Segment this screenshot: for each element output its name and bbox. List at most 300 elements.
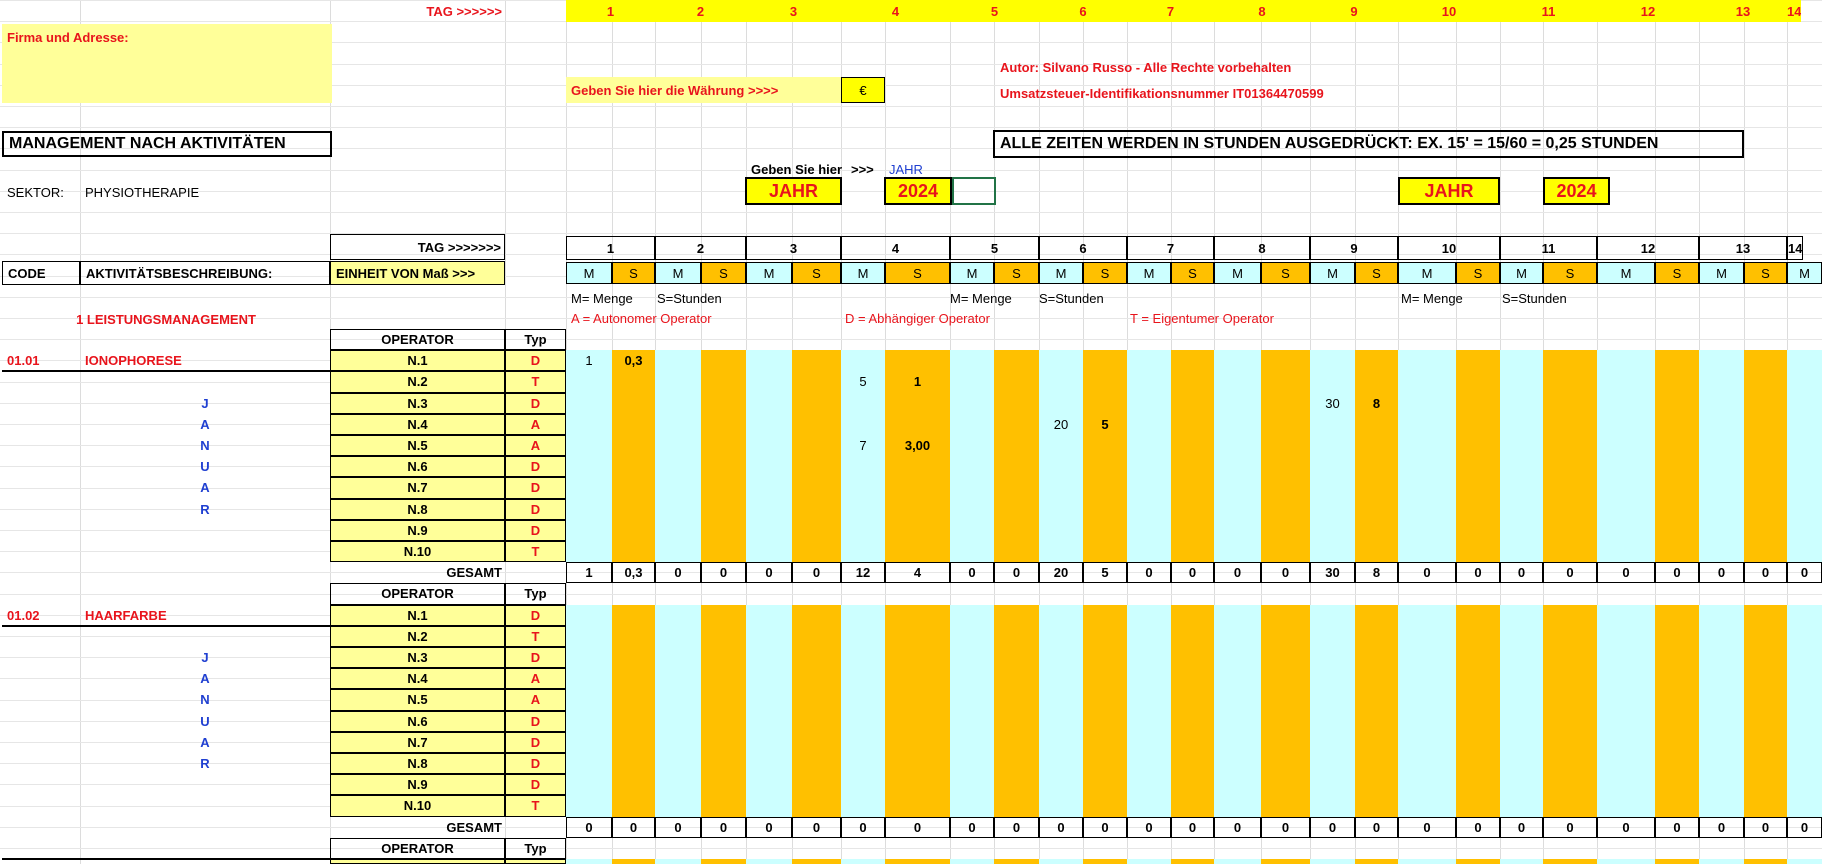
quantity-cell[interactable] bbox=[950, 520, 994, 541]
hours-cell[interactable] bbox=[1261, 414, 1310, 435]
hours-cell[interactable] bbox=[1456, 626, 1500, 647]
hours-cell[interactable] bbox=[1543, 711, 1597, 732]
quantity-cell[interactable] bbox=[1127, 435, 1171, 456]
hours-cell[interactable]: 1 bbox=[885, 371, 950, 392]
hours-cell[interactable] bbox=[1456, 520, 1500, 541]
quantity-cell[interactable] bbox=[1214, 435, 1261, 456]
quantity-cell[interactable] bbox=[1127, 859, 1171, 864]
hours-cell[interactable] bbox=[701, 647, 746, 668]
hours-cell[interactable] bbox=[1355, 647, 1398, 668]
quantity-cell[interactable] bbox=[1214, 393, 1261, 414]
hours-cell[interactable] bbox=[885, 414, 950, 435]
hours-cell[interactable] bbox=[1355, 605, 1398, 626]
quantity-cell[interactable] bbox=[841, 626, 885, 647]
quantity-cell[interactable] bbox=[1127, 414, 1171, 435]
hours-cell[interactable] bbox=[1261, 520, 1310, 541]
hours-cell[interactable] bbox=[1083, 732, 1127, 753]
hours-cell[interactable] bbox=[1543, 350, 1597, 371]
hours-cell[interactable] bbox=[1655, 795, 1699, 816]
quantity-cell[interactable] bbox=[1039, 393, 1083, 414]
quantity-cell[interactable] bbox=[1500, 477, 1543, 498]
quantity-cell[interactable] bbox=[1597, 350, 1655, 371]
quantity-cell[interactable] bbox=[1127, 626, 1171, 647]
hours-cell[interactable] bbox=[1083, 541, 1127, 562]
hours-cell[interactable] bbox=[1655, 689, 1699, 710]
hours-cell[interactable] bbox=[701, 477, 746, 498]
quantity-cell[interactable] bbox=[1039, 689, 1083, 710]
quantity-cell[interactable] bbox=[746, 859, 792, 864]
quantity-cell[interactable] bbox=[655, 350, 701, 371]
quantity-cell[interactable] bbox=[746, 393, 792, 414]
quantity-cell[interactable] bbox=[1310, 371, 1355, 392]
quantity-cell[interactable] bbox=[950, 689, 994, 710]
quantity-cell[interactable] bbox=[1039, 732, 1083, 753]
quantity-cell[interactable] bbox=[1039, 753, 1083, 774]
hours-cell[interactable] bbox=[1083, 371, 1127, 392]
hours-cell[interactable] bbox=[1083, 499, 1127, 520]
hours-cell[interactable] bbox=[792, 774, 841, 795]
quantity-cell[interactable] bbox=[1787, 520, 1822, 541]
hours-cell[interactable] bbox=[792, 435, 841, 456]
quantity-cell[interactable] bbox=[1597, 414, 1655, 435]
hours-cell[interactable] bbox=[1543, 859, 1597, 864]
hours-cell[interactable] bbox=[1083, 668, 1127, 689]
quantity-cell[interactable] bbox=[1787, 859, 1822, 864]
hours-cell[interactable] bbox=[701, 795, 746, 816]
quantity-cell[interactable] bbox=[655, 456, 701, 477]
hours-cell[interactable] bbox=[792, 393, 841, 414]
quantity-cell[interactable] bbox=[1597, 774, 1655, 795]
quantity-cell[interactable] bbox=[1597, 520, 1655, 541]
quantity-cell[interactable] bbox=[566, 371, 612, 392]
hours-cell[interactable] bbox=[1171, 541, 1214, 562]
hours-cell[interactable] bbox=[1261, 393, 1310, 414]
quantity-cell[interactable] bbox=[746, 435, 792, 456]
quantity-cell[interactable] bbox=[1398, 711, 1456, 732]
quantity-cell[interactable] bbox=[1310, 520, 1355, 541]
quantity-cell[interactable] bbox=[1398, 499, 1456, 520]
quantity-cell[interactable] bbox=[1699, 520, 1744, 541]
quantity-cell[interactable] bbox=[746, 626, 792, 647]
hours-cell[interactable] bbox=[994, 647, 1039, 668]
hours-cell[interactable] bbox=[1456, 795, 1500, 816]
quantity-cell[interactable] bbox=[1398, 732, 1456, 753]
hours-cell[interactable] bbox=[1171, 520, 1214, 541]
quantity-cell[interactable] bbox=[1310, 795, 1355, 816]
hours-cell[interactable] bbox=[1171, 711, 1214, 732]
hours-cell[interactable] bbox=[1744, 647, 1787, 668]
quantity-cell[interactable] bbox=[1699, 732, 1744, 753]
hours-cell[interactable] bbox=[792, 795, 841, 816]
hours-cell[interactable] bbox=[885, 732, 950, 753]
quantity-cell[interactable] bbox=[1310, 350, 1355, 371]
quantity-cell[interactable] bbox=[566, 414, 612, 435]
quantity-cell[interactable] bbox=[1398, 859, 1456, 864]
hours-cell[interactable] bbox=[1543, 689, 1597, 710]
quantity-cell[interactable] bbox=[1597, 456, 1655, 477]
quantity-cell[interactable] bbox=[950, 350, 994, 371]
quantity-cell[interactable] bbox=[1787, 435, 1822, 456]
hours-cell[interactable] bbox=[1744, 393, 1787, 414]
hours-cell[interactable] bbox=[1171, 414, 1214, 435]
quantity-cell[interactable] bbox=[1500, 456, 1543, 477]
quantity-cell[interactable] bbox=[1398, 795, 1456, 816]
hours-cell[interactable] bbox=[612, 605, 655, 626]
quantity-cell[interactable] bbox=[841, 753, 885, 774]
hours-cell[interactable] bbox=[885, 456, 950, 477]
hours-cell[interactable] bbox=[1744, 605, 1787, 626]
quantity-cell[interactable] bbox=[655, 605, 701, 626]
hours-cell[interactable] bbox=[1083, 753, 1127, 774]
quantity-cell[interactable] bbox=[1039, 499, 1083, 520]
quantity-cell[interactable] bbox=[841, 711, 885, 732]
hours-cell[interactable] bbox=[1655, 626, 1699, 647]
hours-cell[interactable] bbox=[1456, 647, 1500, 668]
quantity-cell[interactable] bbox=[1787, 795, 1822, 816]
quantity-cell[interactable] bbox=[1500, 520, 1543, 541]
quantity-cell[interactable] bbox=[1214, 499, 1261, 520]
quantity-cell[interactable] bbox=[1500, 541, 1543, 562]
hours-cell[interactable] bbox=[1543, 371, 1597, 392]
quantity-cell[interactable] bbox=[1214, 711, 1261, 732]
quantity-cell[interactable] bbox=[841, 689, 885, 710]
hours-cell[interactable] bbox=[885, 477, 950, 498]
hours-cell[interactable] bbox=[1456, 371, 1500, 392]
quantity-cell[interactable] bbox=[1500, 859, 1543, 864]
quantity-cell[interactable] bbox=[950, 456, 994, 477]
hours-cell[interactable] bbox=[885, 626, 950, 647]
quantity-cell[interactable] bbox=[1310, 435, 1355, 456]
hours-cell[interactable] bbox=[1543, 520, 1597, 541]
hours-cell[interactable] bbox=[1083, 435, 1127, 456]
hours-cell[interactable] bbox=[1355, 435, 1398, 456]
quantity-cell[interactable] bbox=[1127, 393, 1171, 414]
quantity-cell[interactable] bbox=[1787, 711, 1822, 732]
hours-cell[interactable] bbox=[1744, 795, 1787, 816]
hours-cell[interactable] bbox=[1355, 499, 1398, 520]
quantity-cell[interactable] bbox=[1699, 689, 1744, 710]
hours-cell[interactable] bbox=[1355, 371, 1398, 392]
hours-cell[interactable] bbox=[1655, 393, 1699, 414]
quantity-cell[interactable] bbox=[566, 605, 612, 626]
quantity-cell[interactable] bbox=[950, 393, 994, 414]
quantity-cell[interactable] bbox=[1500, 414, 1543, 435]
hours-cell[interactable] bbox=[1355, 414, 1398, 435]
quantity-cell[interactable] bbox=[1039, 371, 1083, 392]
quantity-cell[interactable] bbox=[1310, 477, 1355, 498]
hours-cell[interactable] bbox=[701, 753, 746, 774]
hours-cell[interactable] bbox=[1456, 732, 1500, 753]
hours-cell[interactable] bbox=[1171, 626, 1214, 647]
quantity-cell[interactable] bbox=[1500, 753, 1543, 774]
quantity-cell[interactable] bbox=[1214, 605, 1261, 626]
hours-cell[interactable] bbox=[1355, 753, 1398, 774]
hours-cell[interactable] bbox=[612, 435, 655, 456]
hours-cell[interactable] bbox=[994, 350, 1039, 371]
hours-cell[interactable] bbox=[1655, 435, 1699, 456]
quantity-cell[interactable] bbox=[655, 753, 701, 774]
hours-cell[interactable] bbox=[1171, 668, 1214, 689]
company-address-line[interactable] bbox=[2, 51, 332, 77]
quantity-cell[interactable] bbox=[566, 689, 612, 710]
hours-cell[interactable] bbox=[1355, 668, 1398, 689]
hours-cell[interactable] bbox=[792, 711, 841, 732]
quantity-cell[interactable] bbox=[950, 753, 994, 774]
quantity-cell[interactable] bbox=[1398, 541, 1456, 562]
quantity-cell[interactable] bbox=[655, 689, 701, 710]
hours-cell[interactable] bbox=[1171, 371, 1214, 392]
hours-cell[interactable] bbox=[1456, 774, 1500, 795]
quantity-cell[interactable] bbox=[841, 477, 885, 498]
hours-cell[interactable] bbox=[1355, 711, 1398, 732]
quantity-cell[interactable] bbox=[950, 711, 994, 732]
quantity-cell[interactable] bbox=[566, 668, 612, 689]
hours-cell[interactable] bbox=[1655, 414, 1699, 435]
quantity-cell[interactable] bbox=[746, 477, 792, 498]
quantity-cell[interactable] bbox=[1039, 605, 1083, 626]
quantity-cell[interactable] bbox=[1787, 689, 1822, 710]
hours-cell[interactable] bbox=[994, 732, 1039, 753]
quantity-cell[interactable] bbox=[746, 732, 792, 753]
quantity-cell[interactable] bbox=[1214, 689, 1261, 710]
hours-cell[interactable] bbox=[1456, 435, 1500, 456]
quantity-cell[interactable] bbox=[1214, 371, 1261, 392]
quantity-cell[interactable] bbox=[1310, 711, 1355, 732]
hours-cell[interactable] bbox=[1083, 711, 1127, 732]
quantity-cell[interactable] bbox=[746, 774, 792, 795]
quantity-cell[interactable] bbox=[566, 711, 612, 732]
hours-cell[interactable] bbox=[885, 753, 950, 774]
hours-cell[interactable] bbox=[1456, 753, 1500, 774]
hours-cell[interactable] bbox=[1171, 689, 1214, 710]
quantity-cell[interactable] bbox=[746, 795, 792, 816]
hours-cell[interactable] bbox=[1355, 626, 1398, 647]
quantity-cell[interactable] bbox=[746, 668, 792, 689]
quantity-cell[interactable] bbox=[1500, 371, 1543, 392]
quantity-cell[interactable] bbox=[1699, 371, 1744, 392]
hours-cell[interactable]: 5 bbox=[1083, 414, 1127, 435]
quantity-cell[interactable] bbox=[1127, 711, 1171, 732]
quantity-cell[interactable] bbox=[1310, 774, 1355, 795]
quantity-cell[interactable] bbox=[1597, 477, 1655, 498]
hours-cell[interactable] bbox=[885, 520, 950, 541]
quantity-cell[interactable] bbox=[1597, 371, 1655, 392]
quantity-cell[interactable] bbox=[1597, 626, 1655, 647]
hours-cell[interactable] bbox=[701, 859, 746, 864]
quantity-cell[interactable] bbox=[655, 859, 701, 864]
hours-cell[interactable] bbox=[1355, 732, 1398, 753]
hours-cell[interactable] bbox=[612, 647, 655, 668]
quantity-cell[interactable] bbox=[1500, 626, 1543, 647]
quantity-cell[interactable] bbox=[1597, 689, 1655, 710]
quantity-cell[interactable] bbox=[1699, 541, 1744, 562]
hours-cell[interactable] bbox=[1083, 393, 1127, 414]
quantity-cell[interactable] bbox=[1699, 435, 1744, 456]
hours-cell[interactable] bbox=[1355, 859, 1398, 864]
quantity-cell[interactable] bbox=[566, 753, 612, 774]
quantity-cell[interactable] bbox=[655, 626, 701, 647]
quantity-cell[interactable] bbox=[1500, 647, 1543, 668]
hours-cell[interactable] bbox=[1261, 626, 1310, 647]
quantity-cell[interactable] bbox=[1039, 456, 1083, 477]
hours-cell[interactable] bbox=[612, 668, 655, 689]
quantity-cell[interactable] bbox=[1597, 541, 1655, 562]
hours-cell[interactable] bbox=[1456, 859, 1500, 864]
hours-cell[interactable] bbox=[885, 647, 950, 668]
quantity-cell[interactable] bbox=[1787, 393, 1822, 414]
quantity-cell[interactable] bbox=[655, 435, 701, 456]
hours-cell[interactable] bbox=[792, 668, 841, 689]
quantity-cell[interactable] bbox=[566, 393, 612, 414]
quantity-cell[interactable] bbox=[1699, 456, 1744, 477]
hours-cell[interactable] bbox=[1355, 689, 1398, 710]
hours-cell[interactable] bbox=[1261, 605, 1310, 626]
hours-cell[interactable] bbox=[994, 626, 1039, 647]
quantity-cell[interactable] bbox=[1699, 414, 1744, 435]
hours-cell[interactable] bbox=[701, 435, 746, 456]
hours-cell[interactable] bbox=[701, 499, 746, 520]
hours-cell[interactable] bbox=[1456, 668, 1500, 689]
hours-cell[interactable] bbox=[612, 711, 655, 732]
hours-cell[interactable] bbox=[1261, 668, 1310, 689]
hours-cell[interactable] bbox=[792, 477, 841, 498]
hours-cell[interactable] bbox=[1355, 774, 1398, 795]
hours-cell[interactable] bbox=[1083, 774, 1127, 795]
quantity-cell[interactable] bbox=[841, 647, 885, 668]
quantity-cell[interactable] bbox=[1039, 668, 1083, 689]
hours-cell[interactable] bbox=[994, 795, 1039, 816]
quantity-cell[interactable] bbox=[1398, 371, 1456, 392]
year-input[interactable]: 2024 bbox=[884, 177, 952, 205]
hours-cell[interactable] bbox=[1355, 350, 1398, 371]
quantity-cell[interactable] bbox=[1214, 520, 1261, 541]
quantity-cell[interactable] bbox=[950, 477, 994, 498]
quantity-cell[interactable] bbox=[655, 520, 701, 541]
quantity-cell[interactable] bbox=[1699, 605, 1744, 626]
quantity-cell[interactable] bbox=[1398, 393, 1456, 414]
quantity-cell[interactable] bbox=[1398, 774, 1456, 795]
quantity-cell[interactable] bbox=[1500, 732, 1543, 753]
quantity-cell[interactable] bbox=[1699, 753, 1744, 774]
quantity-cell[interactable] bbox=[746, 456, 792, 477]
quantity-cell[interactable] bbox=[1787, 668, 1822, 689]
hours-cell[interactable] bbox=[612, 414, 655, 435]
hours-cell[interactable] bbox=[994, 435, 1039, 456]
quantity-cell[interactable] bbox=[1787, 477, 1822, 498]
quantity-cell[interactable] bbox=[655, 668, 701, 689]
quantity-cell[interactable] bbox=[1398, 605, 1456, 626]
hours-cell[interactable] bbox=[792, 689, 841, 710]
hours-cell[interactable] bbox=[1261, 499, 1310, 520]
quantity-cell[interactable] bbox=[841, 605, 885, 626]
quantity-cell[interactable] bbox=[841, 859, 885, 864]
hours-cell[interactable] bbox=[994, 499, 1039, 520]
hours-cell[interactable] bbox=[994, 605, 1039, 626]
hours-cell[interactable] bbox=[885, 668, 950, 689]
hours-cell[interactable]: 0,3 bbox=[612, 350, 655, 371]
quantity-cell[interactable] bbox=[1787, 414, 1822, 435]
quantity-cell[interactable] bbox=[1310, 732, 1355, 753]
hours-cell[interactable] bbox=[994, 541, 1039, 562]
hours-cell[interactable]: 3,00 bbox=[885, 435, 950, 456]
hours-cell[interactable] bbox=[1456, 350, 1500, 371]
quantity-cell[interactable] bbox=[950, 795, 994, 816]
quantity-cell[interactable] bbox=[950, 541, 994, 562]
hours-cell[interactable] bbox=[792, 859, 841, 864]
quantity-cell[interactable] bbox=[1699, 711, 1744, 732]
currency-input[interactable]: € bbox=[841, 77, 885, 103]
hours-cell[interactable] bbox=[1456, 456, 1500, 477]
quantity-cell[interactable]: 1 bbox=[566, 350, 612, 371]
hours-cell[interactable] bbox=[1456, 541, 1500, 562]
hours-cell[interactable] bbox=[1261, 732, 1310, 753]
quantity-cell[interactable] bbox=[746, 541, 792, 562]
quantity-cell[interactable] bbox=[841, 541, 885, 562]
hours-cell[interactable] bbox=[701, 689, 746, 710]
hours-cell[interactable] bbox=[612, 520, 655, 541]
quantity-cell[interactable] bbox=[1310, 668, 1355, 689]
quantity-cell[interactable] bbox=[1214, 477, 1261, 498]
hours-cell[interactable] bbox=[1543, 795, 1597, 816]
hours-cell[interactable] bbox=[1171, 647, 1214, 668]
quantity-cell[interactable] bbox=[566, 795, 612, 816]
hours-cell[interactable] bbox=[1744, 626, 1787, 647]
quantity-cell[interactable] bbox=[1214, 859, 1261, 864]
hours-cell[interactable] bbox=[792, 732, 841, 753]
hours-cell[interactable] bbox=[885, 711, 950, 732]
hours-cell[interactable] bbox=[1744, 753, 1787, 774]
hours-cell[interactable] bbox=[1655, 371, 1699, 392]
quantity-cell[interactable] bbox=[746, 520, 792, 541]
quantity-cell[interactable] bbox=[1310, 689, 1355, 710]
hours-cell[interactable] bbox=[1655, 477, 1699, 498]
quantity-cell[interactable] bbox=[950, 414, 994, 435]
hours-cell[interactable] bbox=[1744, 774, 1787, 795]
hours-cell[interactable] bbox=[701, 393, 746, 414]
quantity-cell[interactable] bbox=[1500, 689, 1543, 710]
quantity-cell[interactable]: 20 bbox=[1039, 414, 1083, 435]
quantity-cell[interactable] bbox=[746, 647, 792, 668]
hours-cell[interactable] bbox=[1261, 456, 1310, 477]
quantity-cell[interactable] bbox=[1127, 350, 1171, 371]
quantity-cell[interactable] bbox=[1597, 732, 1655, 753]
quantity-cell[interactable] bbox=[1310, 626, 1355, 647]
hours-cell[interactable] bbox=[701, 350, 746, 371]
quantity-cell[interactable] bbox=[1127, 499, 1171, 520]
quantity-cell[interactable] bbox=[1127, 732, 1171, 753]
hours-cell[interactable] bbox=[1543, 414, 1597, 435]
hours-cell[interactable] bbox=[612, 393, 655, 414]
hours-cell[interactable] bbox=[1744, 371, 1787, 392]
hours-cell[interactable] bbox=[1083, 859, 1127, 864]
hours-cell[interactable] bbox=[885, 795, 950, 816]
quantity-cell[interactable] bbox=[746, 414, 792, 435]
hours-cell[interactable] bbox=[792, 605, 841, 626]
quantity-cell[interactable] bbox=[950, 371, 994, 392]
hours-cell[interactable] bbox=[792, 350, 841, 371]
quantity-cell[interactable] bbox=[566, 541, 612, 562]
hours-cell[interactable] bbox=[1083, 626, 1127, 647]
quantity-cell[interactable] bbox=[841, 456, 885, 477]
hours-cell[interactable] bbox=[1744, 499, 1787, 520]
hours-cell[interactable] bbox=[1744, 456, 1787, 477]
hours-cell[interactable] bbox=[1655, 732, 1699, 753]
quantity-cell[interactable] bbox=[1787, 774, 1822, 795]
hours-cell[interactable] bbox=[1744, 520, 1787, 541]
quantity-cell[interactable]: 30 bbox=[1310, 393, 1355, 414]
hours-cell[interactable] bbox=[701, 371, 746, 392]
quantity-cell[interactable] bbox=[1127, 477, 1171, 498]
